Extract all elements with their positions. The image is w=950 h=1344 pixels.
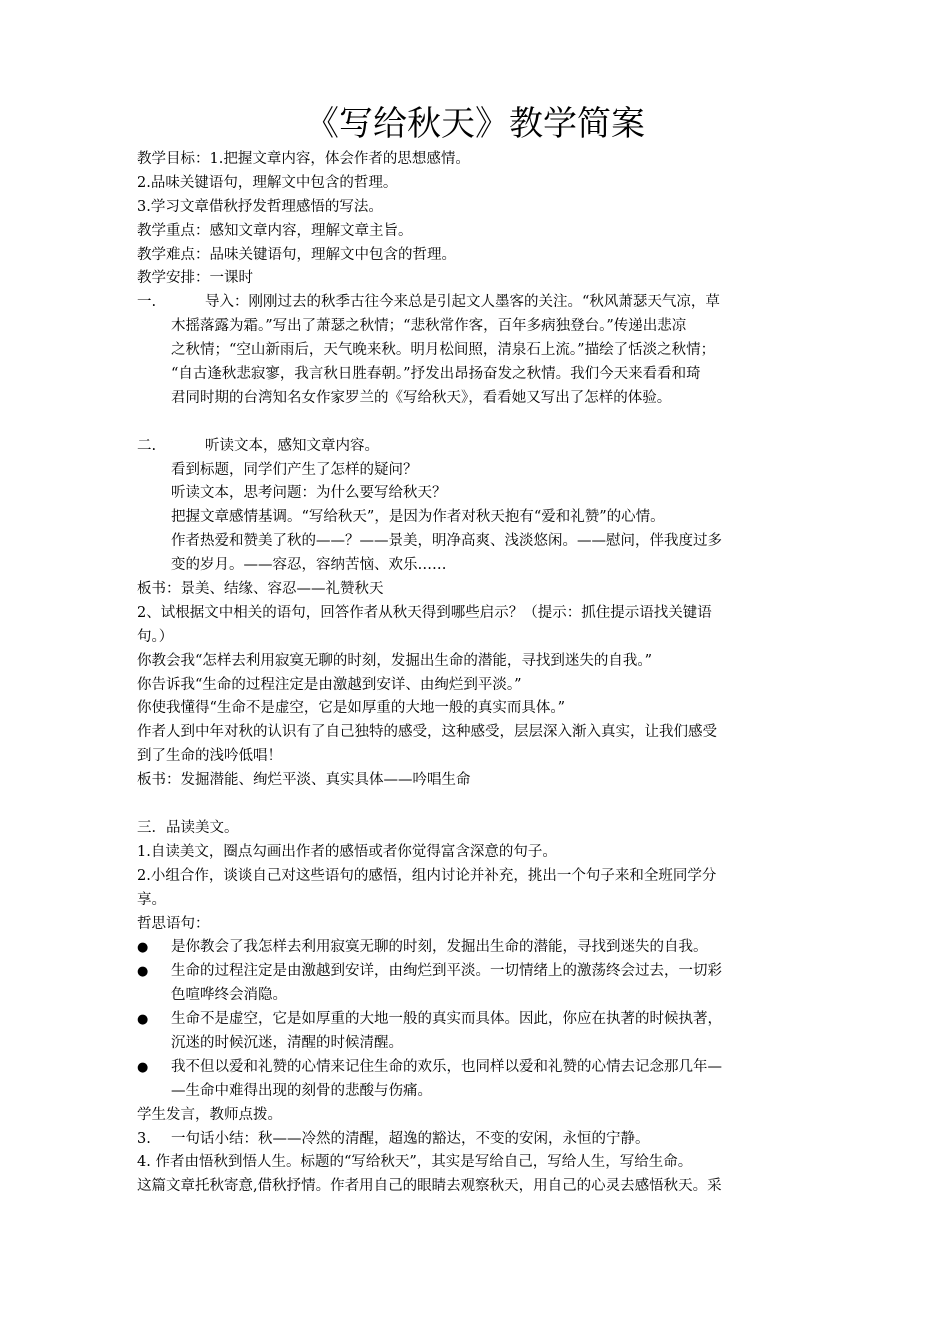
schedule-line: 教学安排：一课时 xyxy=(137,270,253,287)
paragraph-line: 你教会我“怎样去利用寂寞无聊的时刻，发掘出生命的潜能，寻找到迷失的自我。” xyxy=(137,652,653,669)
bullet-continuation: 色喧哗终会消隐。 xyxy=(171,987,287,1004)
paragraph-line: 到了生命的浅吟低唱！ xyxy=(137,748,282,765)
paragraph-line: 你使我懂得“生命不是虚空，它是如厚重的大地一般的真实而具体。” xyxy=(137,700,566,717)
document-body xyxy=(137,148,817,1199)
summary-item xyxy=(137,1128,817,1152)
paragraph-line: 4. 作者由悟秋到悟人生。标题的“写给秋天”，其实是写给自己，写给人生，写给生命。 xyxy=(137,1154,693,1171)
paragraph-line: 享。 xyxy=(137,891,166,908)
summary-number: 3. xyxy=(137,1130,151,1147)
paragraph-line: “自古逢秋悲寂寥，我言秋日胜春朝。”抒发出昂扬奋发之秋情。我们今天来看看和琦 xyxy=(171,366,701,383)
paragraph-line: 2、试根据文中相关的语句，回答作者从秋天得到哪些启示？（提示：抓住提示语找关键语 xyxy=(137,604,712,621)
bullet-text: 生命的过程注定是由激越到安详，由绚烂到平淡。一切情绪上的激荡终会过去，一切彩 xyxy=(171,963,722,980)
paragraph-line: 1.自读美文，圈点勾画出作者的感悟或者你觉得富含深意的句子。 xyxy=(137,843,557,860)
bullet-icon: ● xyxy=(137,964,149,980)
paragraph-line: 你告诉我“生命的过程注定是由激越到安详、由绚烂到平淡。” xyxy=(137,676,522,693)
bullet-icon: ● xyxy=(137,940,149,956)
paragraph-line: 君同时期的台湾知名女作家罗兰的《写给秋天》，看看她又写出了怎样的体验。 xyxy=(171,389,672,406)
blackboard-note: 板书：景美、结缘、容忍——礼赞秋天 xyxy=(137,581,384,598)
blank-line xyxy=(137,411,817,435)
paragraph-line: 句。） xyxy=(137,628,174,645)
section-two-number: 二. xyxy=(137,437,157,454)
blackboard-note: 板书：发掘潜能、绚烂平淡、真实具体——吟唱生命 xyxy=(137,772,471,789)
paragraph-line: 变的岁月。——容忍，容纳苦恼、欢乐…… xyxy=(171,557,447,574)
paragraph-line: 木摇落露为霜。”写出了萧瑟之秋情；“悲秋常作客，百年多病独登台。”传递出悲凉 xyxy=(171,318,687,335)
bullet-text: 生命不是虚空，它是如厚重的大地一般的真实而具体。因此，你应在执著的时候执著， xyxy=(171,1011,722,1028)
paragraph-line: 作者人到中年对秋的认识有了自己独特的感受，这种感受，层层深入渐入真实，让我们感受 xyxy=(137,724,717,741)
paragraph-line: 2.小组合作，谈谈自己对这些语句的感悟，组内讨论并补充，挑出一个句子来和全班同学分 xyxy=(137,867,717,884)
section-three-heading: 三．品读美文。 xyxy=(137,819,239,836)
bullet-continuation: 沉迷的时候沉迷，清醒的时候清醒。 xyxy=(171,1034,403,1051)
section-one xyxy=(137,291,817,315)
section-two xyxy=(137,435,817,459)
bullet-continuation: —生命中难得出现的刻骨的悲酸与伤痛。 xyxy=(171,1082,432,1099)
bullet-icon: ● xyxy=(137,1059,149,1075)
paragraph-line: 作者热爱和赞美了秋的——？——景美，明净高爽、浅淡悠闲。——慰问，伴我度过多 xyxy=(171,533,722,550)
bullet-text: 我不但以爱和礼赞的心情来记住生命的欢乐，也同样以爱和礼赞的心情去记念那几年— xyxy=(171,1058,722,1075)
summary-text: 一句话小结：秋——冷然的清醒，超逸的豁达，不变的安闲，永恒的宁静。 xyxy=(171,1130,650,1147)
difficulty-line: 教学难点：品味关键语句，理解文中包含的哲理。 xyxy=(137,246,456,263)
goal-line: 2.品味关键语句，理解文中包含的哲理。 xyxy=(137,174,398,191)
section-two-heading: 听读文本，感知文章内容。 xyxy=(205,437,379,454)
section-one-first-line: 导入：刚刚过去的秋季古往今来总是引起文人墨客的关注。“秋风萧瑟天气凉，草 xyxy=(205,294,720,311)
paragraph-line: 把握文章感情基调。“写给秋天”，是因为作者对秋天抱有“爱和礼赞”的心情。 xyxy=(171,509,665,526)
bullet-item xyxy=(137,1008,817,1032)
paragraph-line: 之秋情；“空山新雨后，天气晚来秋。明月松间照，清泉石上流。”描绘了恬淡之秋情； xyxy=(171,342,716,359)
bullet-text: 是你教会了我怎样去利用寂寞无聊的时刻，发掘出生命的潜能，寻找到迷失的自我。 xyxy=(171,939,708,956)
bullet-item xyxy=(137,936,817,960)
bullet-item xyxy=(137,960,817,984)
paragraph-line: 听读文本，思考问题：为什么要写给秋天？ xyxy=(171,485,447,502)
paragraph-line: 这篇文章托秋寄意,借秋抒情。作者用自己的眼睛去观察秋天，用自己的心灵去感悟秋天。采 xyxy=(137,1178,722,1195)
goal-line: 教学目标：1.把握文章内容，体会作者的思想感情。 xyxy=(137,151,470,167)
document-title: 《写给秋天》教学简案 xyxy=(305,104,645,144)
bullet-item xyxy=(137,1056,817,1080)
section-one-number: 一. xyxy=(137,294,157,311)
paragraph-line: 学生发言，教师点拨。 xyxy=(137,1106,282,1123)
key-point-line: 教学重点：感知文章内容，理解文章主旨。 xyxy=(137,222,413,239)
paragraph-line: 哲思语句： xyxy=(137,915,210,932)
bullet-icon: ● xyxy=(137,1012,149,1028)
goal-line: 3.学习文章借秋抒发哲理感悟的写法。 xyxy=(137,198,383,215)
blank-line xyxy=(137,793,817,817)
paragraph-line: 看到标题，同学们产生了怎样的疑问？ xyxy=(171,461,418,478)
